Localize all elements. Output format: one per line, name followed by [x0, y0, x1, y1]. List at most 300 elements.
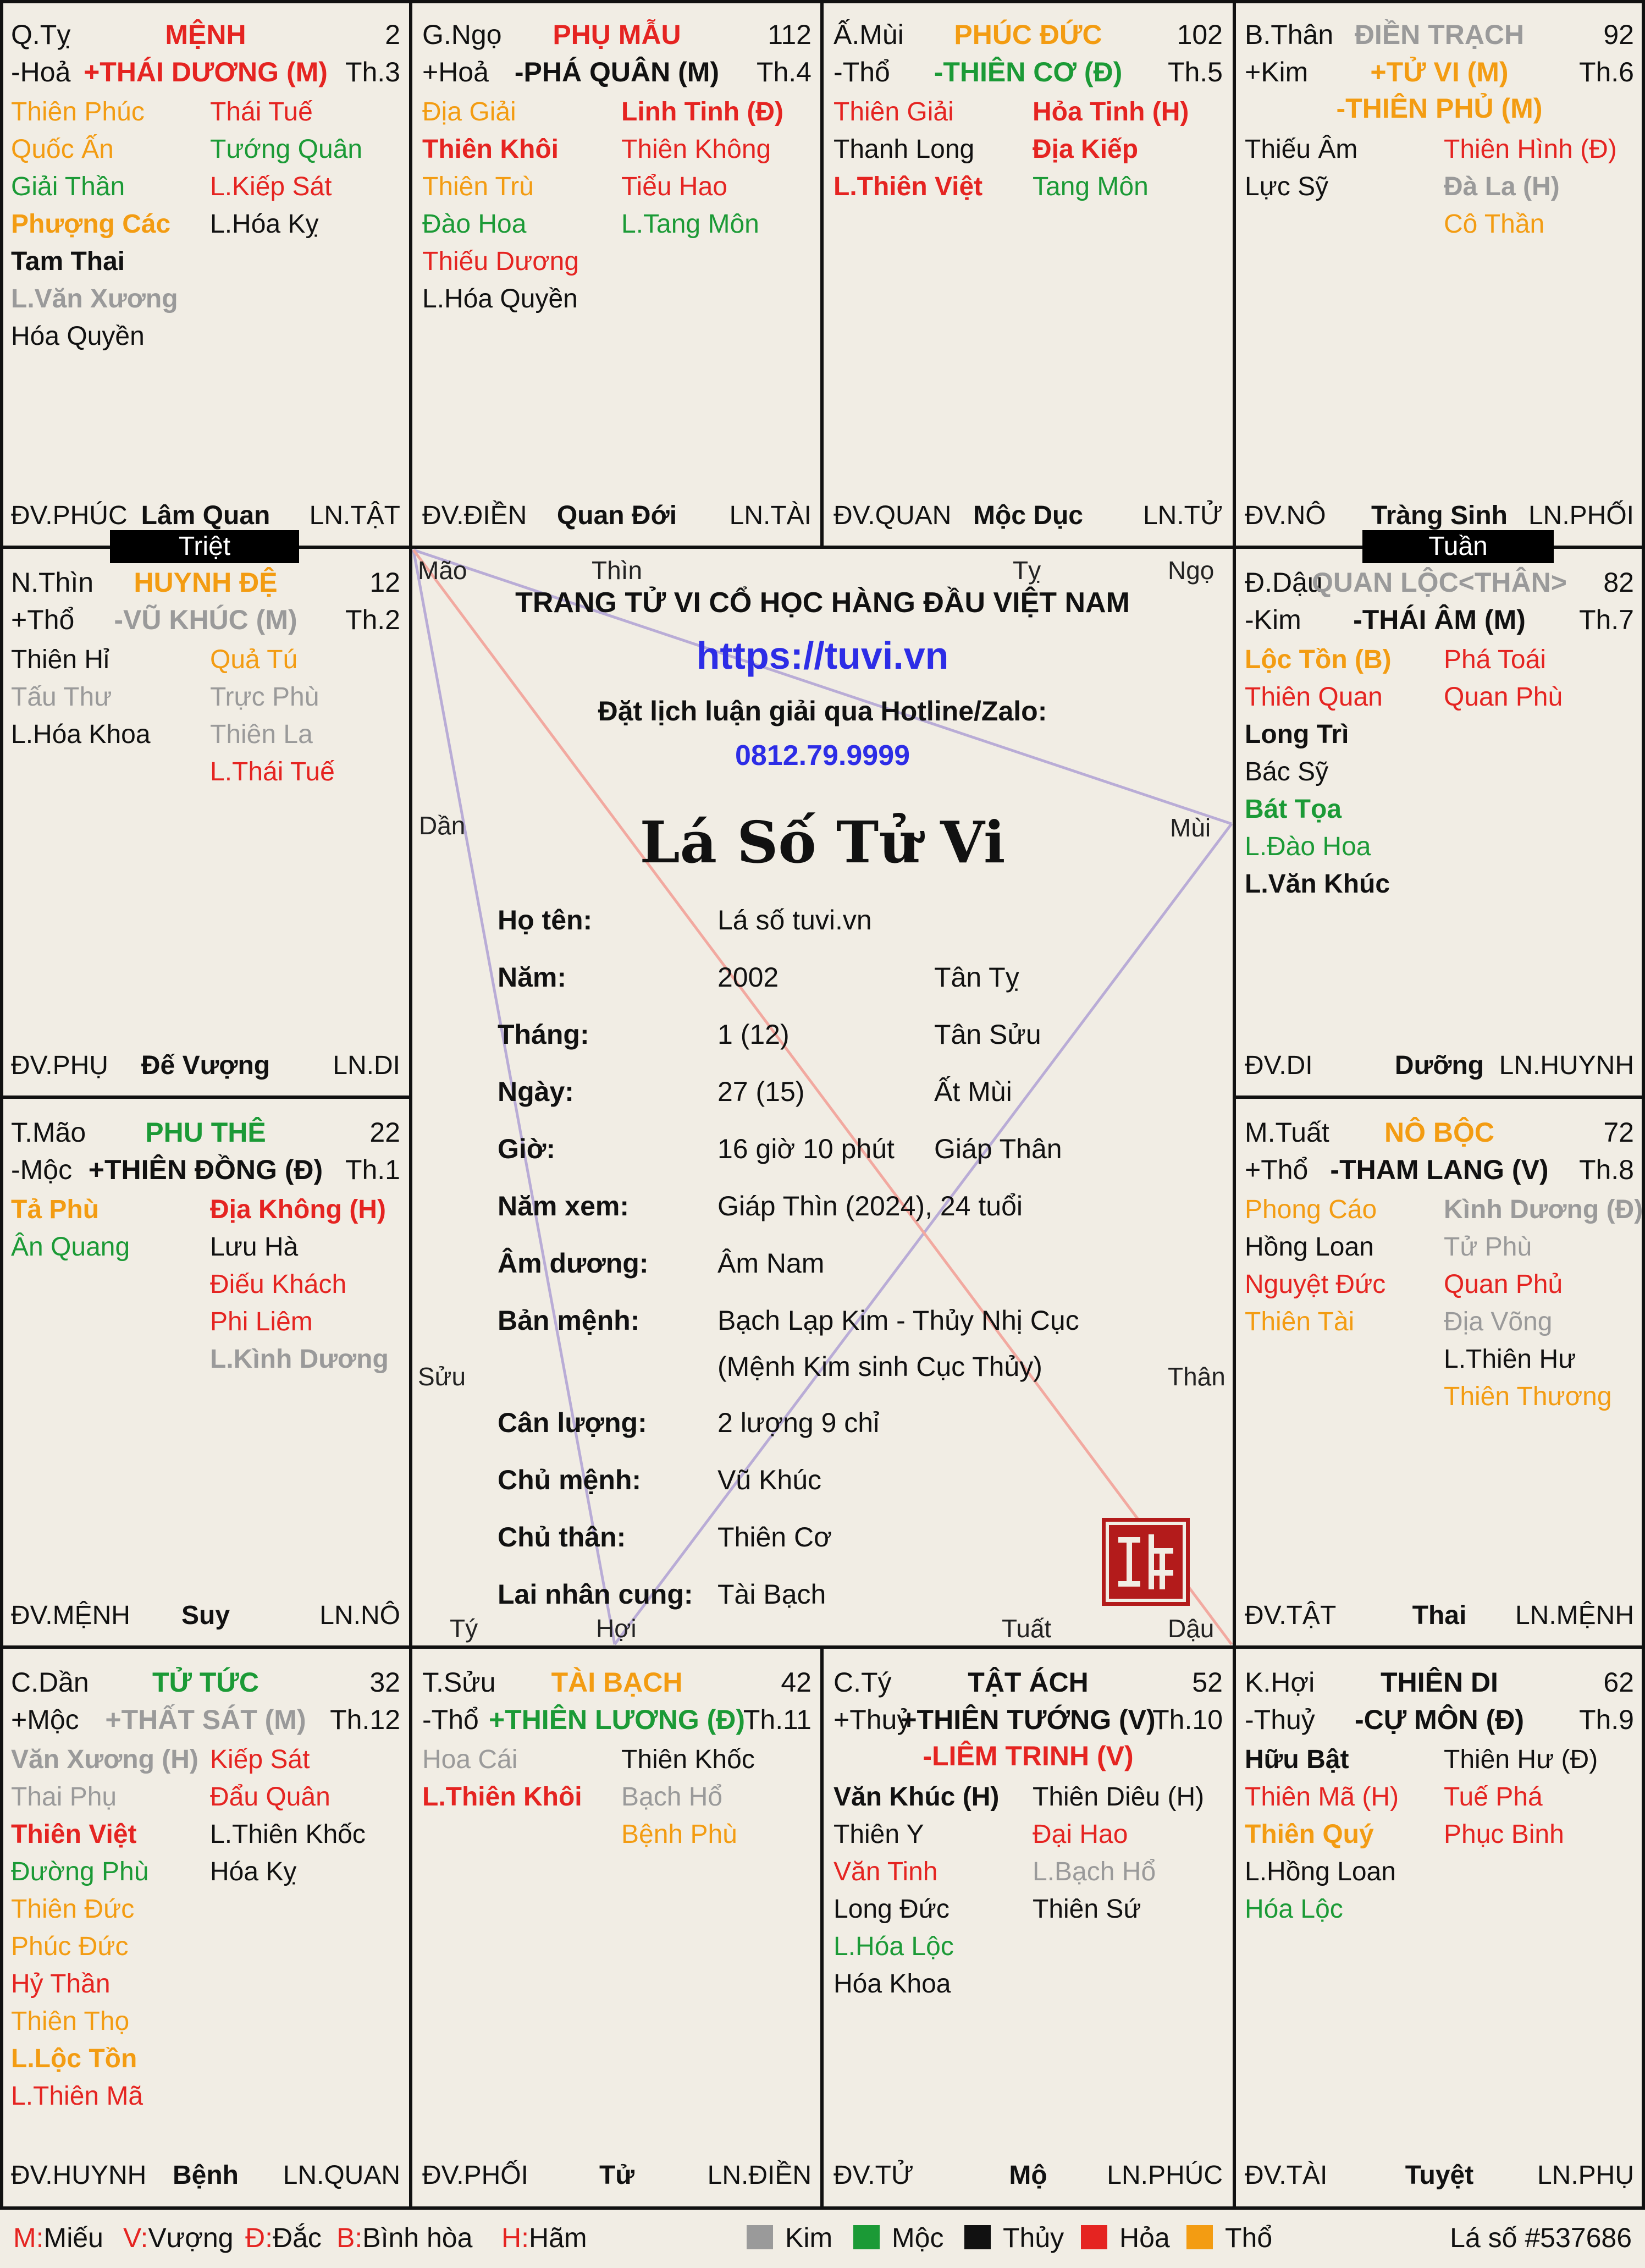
- star: Địa Không (H): [210, 1195, 386, 1224]
- palace-dau: [1234, 548, 1645, 1098]
- info-key: Âm dương:: [498, 1248, 649, 1279]
- star: L.Hồng Loan: [1245, 1857, 1396, 1886]
- info-value: 1 (12): [717, 1019, 790, 1050]
- palace-number: 32: [369, 1667, 400, 1698]
- major-star: +THIÊN ĐỒNG (Đ): [88, 1154, 323, 1185]
- th-index: Th.12: [330, 1704, 400, 1735]
- legend-binh-hoa: B:Bình hòa: [336, 2222, 473, 2253]
- stage-label: Thai: [1412, 1601, 1467, 1630]
- can-chi: B.Thân: [1245, 19, 1334, 50]
- star: Kình Dương (Đ): [1444, 1195, 1643, 1224]
- star: Trực Phù: [210, 682, 319, 712]
- palace-name: MỆNH: [165, 19, 246, 50]
- stage-label: Lâm Quan: [141, 501, 271, 530]
- legend-dac: Đ:Đắc: [245, 2222, 322, 2253]
- legend-tho: Thổ: [1186, 2222, 1272, 2254]
- star: L.Thái Tuế: [210, 757, 335, 786]
- palace-number: 102: [1177, 19, 1223, 50]
- star: Thiên Sứ: [1033, 1895, 1141, 1924]
- info-key: Giờ:: [498, 1133, 555, 1164]
- left-stars: [11, 93, 198, 355]
- th-index: Th.9: [1578, 1704, 1634, 1735]
- stage-label: Suy: [181, 1601, 230, 1630]
- palace-footer: [1245, 1600, 1634, 1633]
- star: Thiên Quan: [1245, 682, 1383, 712]
- can-chi: T.Sửu: [422, 1667, 496, 1698]
- ln-label: LN.TỬ: [1142, 501, 1223, 530]
- info-key: Năm xem:: [498, 1191, 629, 1221]
- palace-subheader: [1245, 1704, 1634, 1739]
- chart-number: Lá số #537686: [1450, 2222, 1632, 2253]
- left-stars: [422, 1741, 609, 1816]
- hotline-label: Đặt lịch luận giải qua Hotline/Zalo:: [598, 696, 1047, 726]
- left-stars: [833, 93, 1020, 206]
- site-url-link[interactable]: https://tuvi.vn: [696, 634, 949, 677]
- info-value: 2 lượng 9 chỉ: [717, 1407, 880, 1438]
- star: Phượng Các: [11, 210, 171, 239]
- major-star: -THAM LANG (V): [1330, 1154, 1549, 1185]
- th-index: Th.6: [1578, 57, 1634, 87]
- star: Bạch Hổ: [621, 1782, 723, 1812]
- th-index: Th.7: [1578, 604, 1634, 635]
- star: Tam Thai: [11, 247, 125, 276]
- palace-mao: [0, 1098, 411, 1648]
- info-value-2: Tân Sửu: [934, 1019, 1041, 1050]
- palace-header: [833, 1666, 1223, 1702]
- star: Tấu Thư: [11, 682, 112, 712]
- can-chi: Đ.Dậu: [1245, 567, 1323, 598]
- palace-footer: [833, 500, 1223, 533]
- right-stars: [210, 1741, 397, 1891]
- star: Đào Hoa: [422, 210, 527, 239]
- palace-number: 2: [385, 19, 400, 50]
- ln-label: LN.ĐIỀN: [707, 2161, 812, 2190]
- palace-name: HUYNH ĐỆ: [134, 567, 278, 598]
- can-chi: N.Thìn: [11, 567, 94, 598]
- palace-dan: [0, 1648, 411, 2208]
- legend-hoa: Hỏa: [1081, 2222, 1170, 2254]
- palace-header: [1245, 1116, 1634, 1152]
- dir-mao: Mão: [418, 556, 467, 585]
- dir-thin: Thìn: [592, 556, 643, 585]
- star: L.Đào Hoa: [1245, 832, 1371, 861]
- stage-label: Bệnh: [173, 2161, 239, 2190]
- kim-swatch: [747, 2225, 773, 2249]
- stage-label: Tử: [599, 2161, 635, 2190]
- star: Nguyệt Đức: [1245, 1270, 1386, 1299]
- info-value: Tài Bạch: [717, 1579, 826, 1610]
- star: Hóa Lộc: [1245, 1895, 1343, 1924]
- star: L.Kình Dương: [210, 1345, 389, 1374]
- palace-name: THIÊN DI: [1381, 1667, 1498, 1698]
- element: +Kim: [1245, 57, 1309, 87]
- palace-footer: [422, 500, 812, 533]
- star: L.Kiếp Sát: [210, 172, 332, 201]
- palace-suu: [411, 1648, 822, 2208]
- dir-ngo: Ngọ: [1168, 556, 1215, 585]
- star: Hóa Quyền: [11, 322, 145, 351]
- palace-header: [422, 1666, 812, 1702]
- major-star: -VŨ KHÚC (M): [114, 604, 297, 635]
- palace-header: [1245, 19, 1634, 54]
- major-star: +THIÊN LƯƠNG (Đ): [488, 1704, 746, 1735]
- dir-hoi: Hợi: [596, 1614, 637, 1643]
- star: L.Hóa Khoa: [11, 720, 151, 749]
- info-value: 2002: [717, 962, 779, 993]
- info-key: Họ tên:: [498, 905, 593, 935]
- dv-label: ĐV.HUYNH: [11, 2161, 147, 2190]
- star: Đẩu Quân: [210, 1782, 330, 1812]
- dv-label: ĐV.TÀI: [1245, 2161, 1328, 2190]
- palace-header: [11, 1116, 400, 1152]
- star: Phúc Đức: [11, 1932, 129, 1961]
- star: Thái Tuế: [210, 97, 313, 126]
- legend-kim: Kim: [747, 2222, 832, 2254]
- ln-label: LN.PHÚC: [1107, 2161, 1223, 2190]
- ln-label: LN.NÔ: [319, 1601, 400, 1630]
- palace-subheader: [422, 1704, 812, 1739]
- palace-number: 22: [369, 1117, 400, 1148]
- legend-bar: [0, 2210, 1645, 2268]
- element: +Thổ: [11, 604, 75, 635]
- can-chi: K.Hợi: [1245, 1667, 1315, 1698]
- palace-number: 92: [1603, 19, 1634, 50]
- ln-label: LN.PHỐI: [1528, 501, 1634, 530]
- right-stars: [621, 1741, 808, 1853]
- star: Thiên Tài: [1245, 1307, 1355, 1336]
- star: Thiên Y: [833, 1820, 924, 1849]
- tho-swatch: [1186, 2225, 1213, 2249]
- left-stars: [1245, 1191, 1432, 1341]
- info-value-2: Tân Tỵ: [934, 962, 1019, 993]
- info-key: Cân lượng:: [498, 1407, 647, 1438]
- dir-tuat: Tuất: [1002, 1614, 1052, 1643]
- dv-label: ĐV.NÔ: [1245, 501, 1326, 530]
- left-stars: [1245, 641, 1432, 903]
- element: +Hoả: [422, 57, 489, 87]
- palace-footer: [11, 500, 400, 533]
- stage-label: Mộc Dục: [973, 501, 1083, 530]
- dir-ty-bottom: Tý: [450, 1614, 478, 1643]
- palace-header: [1245, 1666, 1634, 1702]
- element: -Hoả: [11, 57, 71, 87]
- star: Thiên Không: [621, 135, 771, 164]
- left-stars: [422, 93, 609, 318]
- dir-dan: Dần: [419, 811, 466, 840]
- dv-label: ĐV.DI: [1245, 1051, 1313, 1080]
- palace-number: 82: [1603, 567, 1634, 598]
- th-index: Th.11: [743, 1704, 812, 1735]
- info-value-2: Ất Mùi: [934, 1076, 1012, 1107]
- right-stars: [1444, 1741, 1631, 1853]
- star: Quả Tú: [210, 645, 298, 674]
- palace-subheader: [1245, 56, 1634, 91]
- element: -Thuỷ: [1245, 1704, 1315, 1735]
- element: +Thổ: [1245, 1154, 1309, 1185]
- palace-subheader: [11, 1154, 400, 1189]
- info-key: Ngày:: [498, 1076, 574, 1107]
- star: Thiên Việt: [11, 1820, 137, 1849]
- info-value: 16 giờ 10 phút: [717, 1133, 895, 1164]
- palace-number: 52: [1192, 1667, 1223, 1698]
- left-stars: [1245, 1741, 1432, 1928]
- palace-name: NÔ BỘC: [1384, 1117, 1494, 1148]
- legend-thuy: Thủy: [964, 2222, 1064, 2254]
- star: Lực Sỹ: [1245, 172, 1329, 201]
- star: L.Hóa Lộc: [833, 1932, 954, 1961]
- palace-footer: [1245, 2160, 1634, 2193]
- palace-subheader: [833, 1704, 1223, 1739]
- major-star: -THIÊN CƠ (Đ): [934, 57, 1123, 87]
- palace-footer: [1245, 500, 1634, 533]
- palace-ty: [0, 0, 411, 548]
- palace-subheader: [11, 56, 400, 91]
- star: Hóa Kỵ: [210, 1857, 297, 1886]
- th-index: Th.3: [345, 57, 400, 87]
- star: Kiếp Sát: [210, 1745, 310, 1774]
- moc-swatch: [853, 2225, 880, 2249]
- dv-label: ĐV.TỬ: [833, 2161, 914, 2190]
- info-value: Âm Nam: [717, 1248, 825, 1279]
- palace-name: TỬ TỨC: [152, 1667, 260, 1698]
- palace-header: [11, 1666, 400, 1702]
- ln-label: LN.MỆNH: [1515, 1601, 1634, 1630]
- stage-label: Tuyệt: [1405, 2161, 1474, 2190]
- th-index: Th.4: [756, 57, 812, 87]
- star: Thanh Long: [833, 135, 975, 164]
- ln-label: LN.HUYNH: [1499, 1051, 1634, 1080]
- star: Thiên Giải: [833, 97, 954, 126]
- th-index: Th.2: [345, 604, 400, 635]
- info-key: Chủ thân:: [498, 1522, 626, 1553]
- th-index: Th.1: [345, 1154, 400, 1185]
- star: Lộc Tồn (B): [1245, 645, 1392, 674]
- star: L.Văn Xương: [11, 284, 178, 313]
- hoa-swatch: [1081, 2225, 1107, 2249]
- star: Bát Tọa: [1245, 795, 1342, 824]
- left-stars: [833, 1779, 1020, 2003]
- major-star-extra: -LIÊM TRINH (V): [923, 1741, 1134, 1771]
- stage-label: Quan Đới: [556, 501, 677, 530]
- star: Lưu Hà: [210, 1232, 299, 1262]
- stage-label: Tràng Sinh: [1371, 501, 1508, 530]
- star: L.Bạch Hổ: [1033, 1857, 1156, 1886]
- star: L.Thiên Mã: [11, 2082, 143, 2111]
- palace-hoi: [1234, 1648, 1645, 2208]
- ln-label: LN.PHỤ: [1537, 2161, 1634, 2190]
- star: L.Văn Khúc: [1245, 869, 1390, 899]
- star: Thiên Đức: [11, 1895, 135, 1924]
- palace-ty2: [822, 1648, 1234, 2208]
- palace-header: [11, 566, 400, 602]
- element: +Mộc: [11, 1704, 79, 1735]
- star: Quan Phù: [1444, 682, 1563, 712]
- palace-mui: [822, 0, 1234, 548]
- info-value: Lá số tuvi.vn: [717, 905, 872, 935]
- legend-mieu: M:Miếu: [13, 2222, 103, 2253]
- legend-vuong: V:Vượng: [123, 2222, 234, 2253]
- dv-label: ĐV.MỆNH: [11, 1601, 130, 1630]
- star: Tuế Phá: [1444, 1782, 1543, 1812]
- star: L.Thiên Hư: [1444, 1345, 1576, 1374]
- star: Bác Sỹ: [1245, 757, 1329, 786]
- ln-label: LN.DI: [333, 1051, 400, 1080]
- star: L.Hóa Kỵ: [210, 210, 319, 239]
- star: Hữu Bật: [1245, 1745, 1349, 1774]
- star: Phong Cáo: [1245, 1195, 1377, 1224]
- th-index: Th.5: [1167, 57, 1223, 87]
- palace-footer: [833, 2160, 1223, 2193]
- star: Thiên Thương: [1444, 1382, 1612, 1411]
- star: Long Trì: [1245, 720, 1349, 749]
- left-stars: [1245, 131, 1432, 206]
- element: -Mộc: [11, 1154, 73, 1185]
- major-star: -PHÁ QUÂN (M): [514, 57, 720, 87]
- hotline-number[interactable]: 0812.79.9999: [735, 740, 910, 772]
- star: Thiên Quý: [1245, 1820, 1374, 1849]
- legend-moc: Mộc: [853, 2222, 943, 2254]
- star: L.Lộc Tồn: [11, 2044, 137, 2073]
- star: Phục Binh: [1444, 1820, 1564, 1849]
- can-chi: Q.Tỵ: [11, 19, 71, 50]
- info-value: Bạch Lạp Kim - Thủy Nhị Cục: [717, 1305, 1079, 1336]
- stage-label: Đế Vượng: [141, 1051, 271, 1080]
- star: Bệnh Phù: [621, 1820, 737, 1849]
- stage-label: Mộ: [1009, 2161, 1047, 2190]
- star: Hóa Khoa: [833, 1969, 951, 1999]
- left-stars: [11, 1191, 198, 1266]
- dv-label: ĐV.ĐIỀN: [422, 501, 527, 530]
- right-stars: [1033, 1779, 1219, 1928]
- palace-footer: [11, 1600, 400, 1633]
- palace-number: 112: [768, 19, 812, 50]
- can-chi: C.Tý: [833, 1667, 892, 1698]
- can-chi: M.Tuất: [1245, 1117, 1329, 1148]
- dv-label: ĐV.QUAN: [833, 501, 952, 530]
- ln-label: LN.TẬT: [309, 501, 400, 530]
- palace-subheader: [422, 56, 812, 91]
- major-star: +THIÊN TƯỚNG (V): [901, 1704, 1156, 1735]
- info-key: Chủ mệnh:: [498, 1465, 642, 1495]
- palace-subheader: [1245, 604, 1634, 639]
- major-star-extra: -THIÊN PHỦ (M): [1336, 93, 1543, 124]
- site-banner: TRANG TỬ VI CỔ HỌC HÀNG ĐẦU VIỆT NAM: [515, 587, 1130, 619]
- palace-name: PHÚC ĐỨC: [954, 19, 1102, 50]
- can-chi: C.Dần: [11, 1667, 89, 1698]
- star: Ân Quang: [11, 1232, 130, 1262]
- dv-label: ĐV.PHỤ: [11, 1051, 108, 1080]
- star: Thiếu Âm: [1245, 135, 1358, 164]
- palace-than_tr: [1234, 0, 1645, 548]
- palace-footer: [1245, 1050, 1634, 1083]
- palace-number: 42: [781, 1667, 812, 1698]
- stage-label: Dưỡng: [1394, 1051, 1484, 1080]
- palace-subheader: [833, 56, 1223, 91]
- star: Đại Hao: [1033, 1820, 1128, 1849]
- right-stars: [210, 93, 397, 243]
- dv-label: ĐV.TẬT: [1245, 1601, 1337, 1630]
- info-value: (Mệnh Kim sinh Cục Thủy): [717, 1351, 1042, 1382]
- star: Quốc Ấn: [11, 135, 114, 164]
- star: Cô Thần: [1444, 210, 1545, 239]
- info-key: Lai nhân cung:: [498, 1579, 693, 1610]
- major-star: +TỬ VI (M): [1370, 57, 1509, 87]
- palace-ngo: [411, 0, 822, 548]
- legend-ham: H:Hãm: [501, 2222, 587, 2253]
- star: L.Hóa Quyền: [422, 284, 578, 313]
- can-chi: Ấ.Mùi: [833, 19, 904, 50]
- star: Thiên Khôi: [422, 135, 559, 164]
- star: Văn Khúc (H): [833, 1782, 1000, 1812]
- palace-name: PHỤ MẪU: [553, 19, 681, 50]
- seal-logo: [1102, 1518, 1190, 1606]
- right-stars: [210, 641, 397, 791]
- palace-number: 12: [369, 567, 400, 598]
- palace-header: [11, 19, 400, 54]
- dir-mui: Mùi: [1170, 813, 1211, 842]
- th-index: Th.8: [1578, 1154, 1634, 1185]
- thuy-swatch: [964, 2225, 991, 2249]
- star: Điếu Khách: [210, 1270, 347, 1299]
- star: Văn Tinh: [833, 1857, 938, 1886]
- triet-tag: Triệt: [110, 530, 299, 563]
- dir-than: Thân: [1168, 1362, 1226, 1391]
- info-value: 27 (15): [717, 1076, 805, 1107]
- star: Phá Toái: [1444, 645, 1546, 674]
- star: Tang Môn: [1033, 172, 1149, 201]
- palace-footer: [422, 2160, 812, 2193]
- star: Tướng Quân: [210, 135, 363, 164]
- star: Thiên Thọ: [11, 2007, 130, 2036]
- info-key: Tháng:: [498, 1019, 589, 1050]
- can-chi: T.Mão: [11, 1117, 86, 1148]
- star: Thiên Khốc: [621, 1745, 755, 1774]
- major-star: -CỰ MÔN (Đ): [1354, 1704, 1525, 1735]
- star: Thiên Trù: [422, 172, 534, 201]
- star: Hồng Loan: [1245, 1232, 1374, 1262]
- palace-footer: [11, 2160, 400, 2193]
- star: Đường Phù: [11, 1857, 149, 1886]
- dir-ty: Tỵ: [1013, 556, 1041, 585]
- right-stars: [621, 93, 808, 243]
- right-stars: [1444, 641, 1631, 716]
- star: Thiên Mã (H): [1245, 1782, 1399, 1812]
- element: +Thuỷ: [833, 1704, 911, 1735]
- palace-subheader: [1245, 1154, 1634, 1189]
- palace-number: 62: [1603, 1667, 1634, 1698]
- star: Quan Phủ: [1444, 1270, 1563, 1299]
- palace-header: [833, 19, 1223, 54]
- palace-footer: [11, 1050, 400, 1083]
- ln-label: LN.TÀI: [729, 501, 812, 530]
- palace-name: QUAN LỘC<THÂN>: [1312, 567, 1567, 598]
- star: Tả Phù: [11, 1195, 100, 1224]
- palace-header: [1245, 566, 1634, 602]
- palace-name: TẬT ÁCH: [968, 1667, 1089, 1698]
- star: Giải Thần: [11, 172, 125, 201]
- star: L.Thiên Việt: [833, 172, 983, 201]
- dv-label: ĐV.PHỐI: [422, 2161, 528, 2190]
- element: -Thổ: [833, 57, 890, 87]
- palace-name: PHU THÊ: [145, 1117, 266, 1148]
- element: -Thổ: [422, 1704, 479, 1735]
- palace-thin: [0, 548, 411, 1098]
- palace-header: [422, 19, 812, 54]
- star: L.Tang Môn: [621, 210, 759, 239]
- star: Hỏa Tinh (H): [1033, 97, 1189, 126]
- dir-dau: Dậu: [1168, 1614, 1215, 1643]
- star: Tử Phù: [1444, 1232, 1532, 1262]
